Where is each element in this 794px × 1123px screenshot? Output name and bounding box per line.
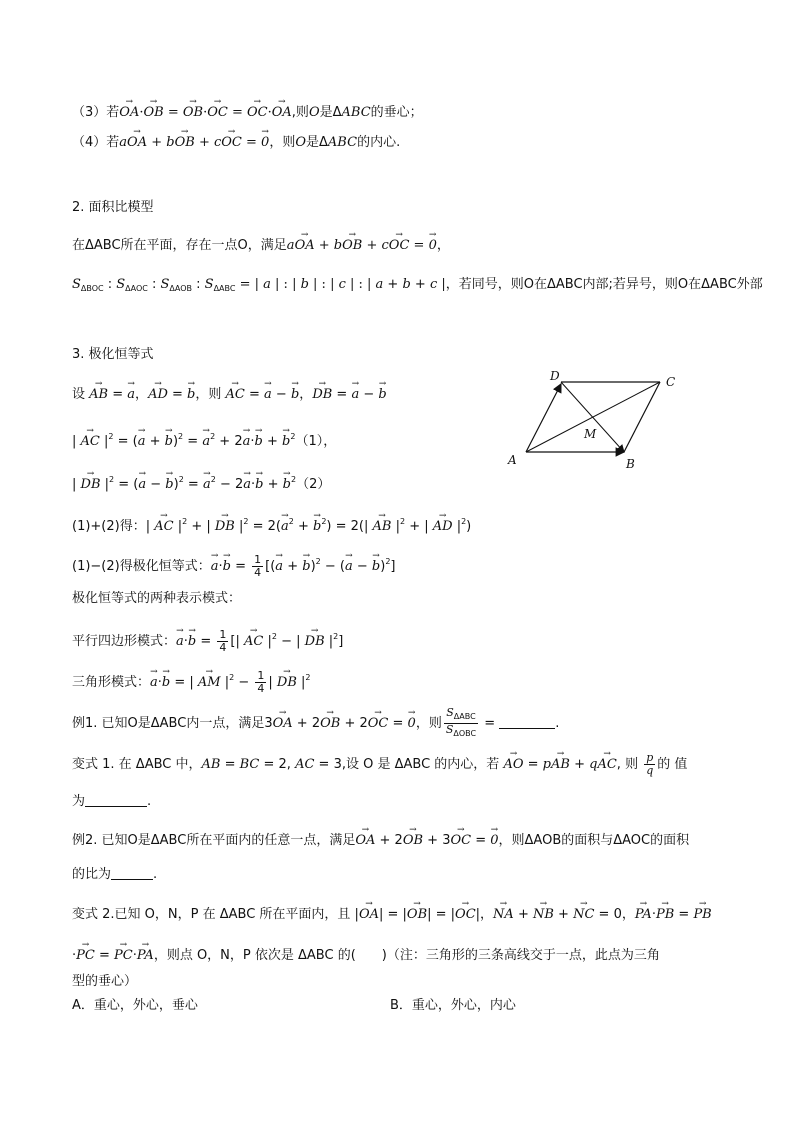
side-bc [624,382,660,452]
variation-1: 变式 1. 在 ΔABC 中，AB = BC = 2, AC = 3,设 O 是 ΔABC 的内心，若 → AO = p→ AB + q→ AC, 则 $\frac{p}{q}$ 的 值 [72,752,687,777]
diagonal-db [561,382,624,452]
variation-2-line2: ·→ PC = → PC·→ PA，则点 O，N，P 依次是 ΔABC 的( )（注：三角形的三条高线交于一点，此点为三角 [72,947,660,965]
label-a: A [508,453,517,467]
polar-eq-1: | → AC $|^2$ = (→ a + → b)$^2$ = → $a^2 + 2\to a\cdot\to b$ + → $b^2(1)$， [72,428,336,451]
parallelogram-figure [500,368,700,478]
parallelogram-mode: 平行四边形模式：→ a·→ b = $\frac{1}{4}$ [| → AC $|^2$ − | → DB $|^2$] [72,628,343,654]
section-2-ratio: $S_{\Delta BOC}$ : $S_{\Delta AOC}$ : $S_{\Delta AOB}$ : $S_{\Delta ABC}$ = | a | : | b | : | c | : | a + b + c |，若同号，则O在ΔABC内部;若异号，则O在ΔABC外部 [72,277,763,293]
polar-eq-2: | → DB $|^2$ = (→ a − → b)$^2$ = → $a^2 - 2\to a\cdot\to b$ + → $b^2(2)$ [72,471,330,494]
label-b: B [626,457,635,471]
option-b: B．重心，外心，内心 [390,998,516,1013]
polar-identity: (1)−(2)得极化恒等式：→ a·→ b = $\frac{1}{4}$ [(→ a + → b)$^2$ − (→ a − → b)$^2$] [72,553,395,579]
property-3: （3）若→ OA·→ OB = → OB·→ OC = → OC·→ OA,则O是ΔABC的垂心； [72,104,423,122]
polar-def: 设 → AB = → a，→ AD = → b，则 → AC = → a − → b，→ DB = → a − → b [72,386,387,404]
section-3-title: 3. 极化恒等式 [72,347,154,362]
polar-sum: (1)+(2)得：| → AC $|^2$ + | → DB $|^2 = 2(\to a^2$ + → $b^2) = 2(|$ → AB $|^2$ + | → AD $|^2$) [72,513,471,536]
example-2: 例2. 已知O是ΔABC所在平面内的任意一点，满足→ OA + 2→ OB + 3→ OC = → 0，则ΔAOB的面积与ΔAOC的面积 [72,832,689,850]
option-a: A．重心，外心，垂心 [72,998,198,1013]
label-c: C [666,375,676,389]
triangle-mode: 三角形模式：→ a·→ b = | → AM $|^2$ − $\frac{1}{4}$ | → DB $|^2$ [72,669,311,695]
variation-1-answer: 为 . [72,794,152,809]
label-d: D [550,369,560,383]
section-2-title: 2. 面积比模型 [72,200,154,215]
polar-modes: 极化恒等式的两种表示模式： [72,591,242,606]
example-2-answer: 的比为 . [72,867,158,882]
section-2-intro: 在ΔABC所在平面，存在一点O，满足a→ OA + b→ OB + c→ OC = → 0， [72,237,450,255]
example-1: 例1. 已知O是ΔABC内一点，满足3→ OA + 2→ OB + 2→ OC = → 0，则 $\frac{S_{\Delta ABC}}{S_{\Delta OBC}}$ = . [72,707,559,740]
label-m: M [584,427,597,441]
variation-2: 变式 2.已知 O，N，P 在 ΔABC 所在平面内，且 |→ OA| = |→ OB| = |→ OC|，→ NA + → NB + → NC = 0，→ PA·→ PB = → PB [72,906,712,924]
variation-2-line3: 型的垂心） [72,974,138,989]
property-4: （4）若a→ OA + b→ OB + c→ OC = → 0，则O是ΔABC的内心. [72,134,400,152]
side-ad [526,384,561,452]
